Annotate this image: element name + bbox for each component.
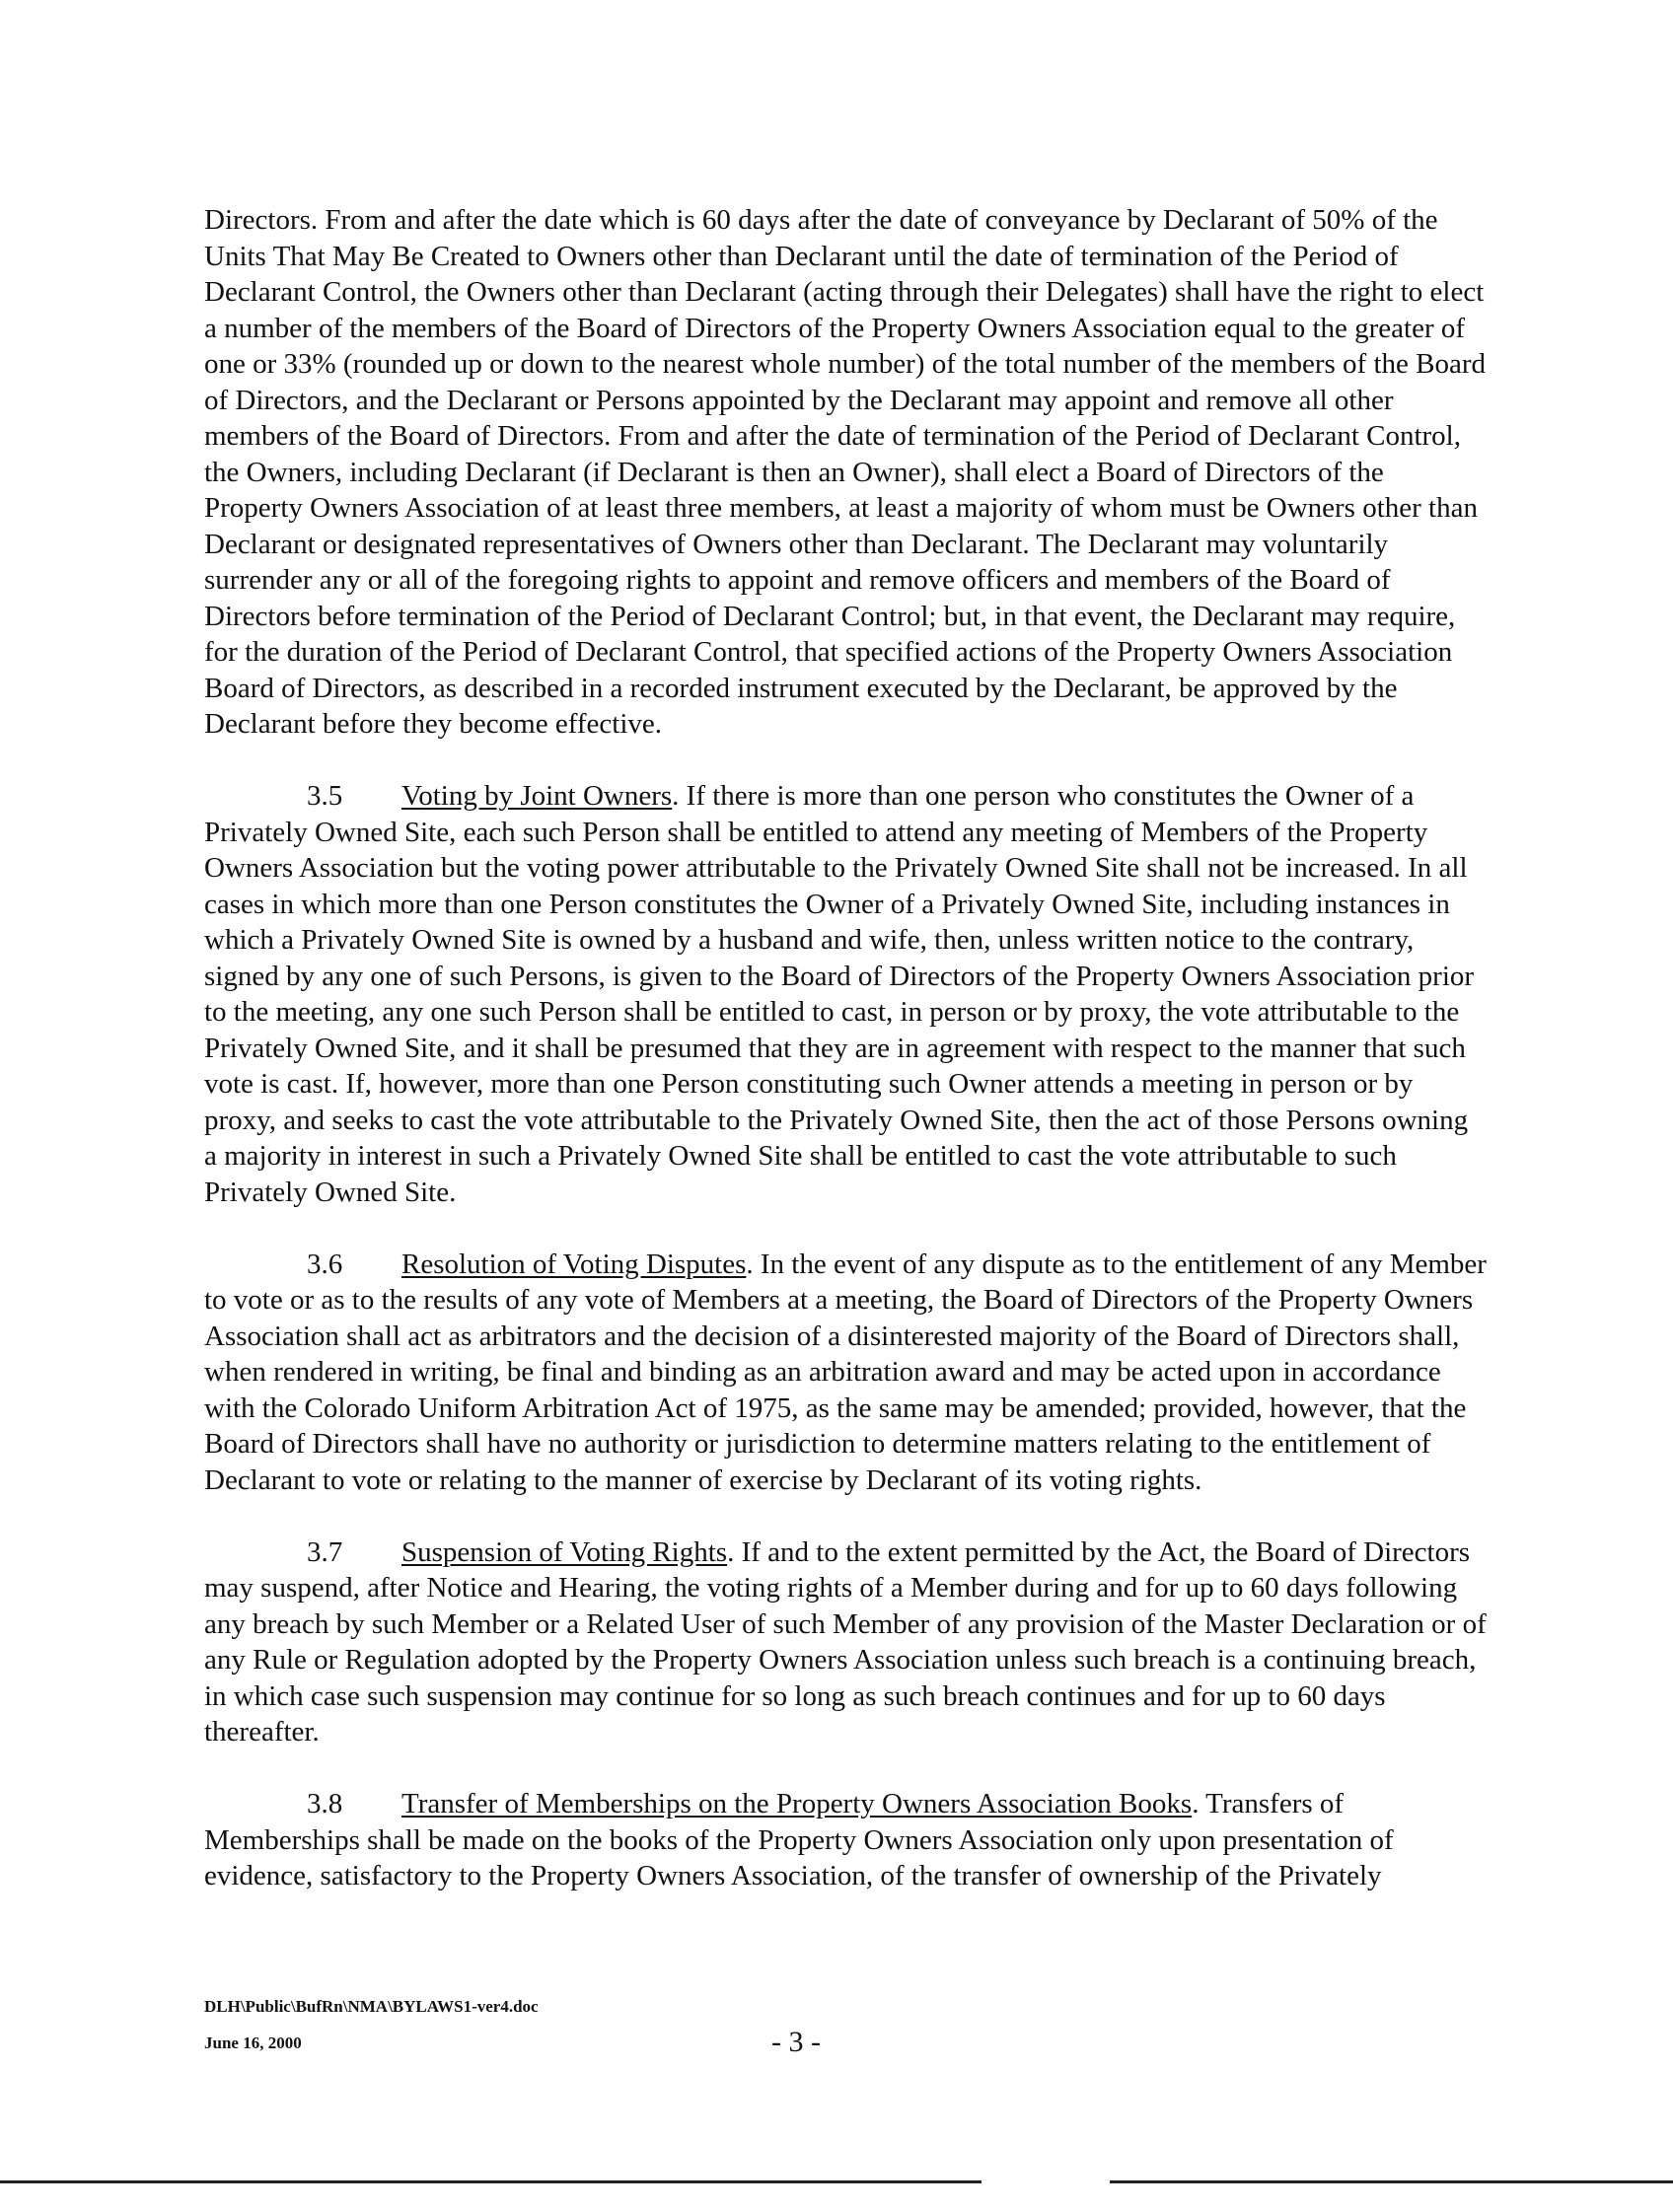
section-text: . If and to the extent permitted by the Act, the Board of Directors may suspend, after Notice and Hearing, the voting rights of a Member during and for up to 60 days following any breach by such Member or a Related User of such Member of any provision of the Master Declaration or of any Rule or Regulation adopted by the Property Owners Association unless such breach is a continuing breach, in which case such suspension may continue for so long as such breach continues and for up to 60 days thereafter. xyxy=(204,1535,1487,1748)
section-3-6 xyxy=(204,1247,1487,1499)
section-text: . In the event of any dispute as to the entitlement of any Member to vote or as to the results of any vote of Members at a meeting, the Board of Directors of the Property Owners Association shall act as arbitrators and the decision of a disinterested majority of the Board of Directors shall, when rendered in writing, be final and binding as an arbitration award and may be acted upon in accordance with the Colorado Uniform Arbitration Act of 1975, as the same may be amended; provided, however, that the Board of Directors shall have no authority or jurisdiction to determine matters relating to the entitlement of Declarant to vote or relating to the manner of exercise by Declarant of its voting rights. xyxy=(204,1248,1487,1496)
section-text: . If there is more than one person who constitutes the Owner of a Privately Owned Site, each such Person shall be entitled to attend any meeting of Members of the Property Owners Association but the voting power attributable to the Privately Owned Site shall not be increased. In all cases in which more than one Person constitutes the Owner of a Privately Owned Site, including instances in which a Privately Owned Site is owned by a husband and wife, then, unless written notice to the contrary, signed by any one of such Persons, is given to the Board of Directors of the Property Owners Association prior to the meeting, any one such Person shall be entitled to cast, in person or by proxy, the vote attributable to the Privately Owned Site, and it shall be presumed that they are in agreement with respect to the manner that such vote is cast. If, however, more than one Person constituting such Owner attends a meeting in person or by proxy, and seeks to cast the vote attributable to the Privately Owned Site, then the act of those Persons owning a majority in interest in such a Privately Owned Site shall be entitled to cast the vote attributable to such Privately Owned Site. xyxy=(204,780,1475,1208)
section-3-5 xyxy=(204,778,1487,1210)
section-3-8 xyxy=(204,1786,1487,1894)
footer-date: June 16, 2000 xyxy=(204,2034,302,2052)
footer-file-path: DLH\Public\BufRn\NMA\BYLAWS1-ver4.doc xyxy=(204,1997,539,2016)
section-title: Voting by Joint Owners xyxy=(401,780,673,812)
section-number: 3.6 xyxy=(307,1248,343,1280)
section-3-7 xyxy=(204,1534,1487,1750)
section-title: Resolution of Voting Disputes xyxy=(401,1248,747,1280)
section-text: . Transfers of Memberships shall be made on the books of the Property Owners Association only upon presentation of evidence, satisfactory to the Property Owners Association, of the transfer of ownership of the Privately xyxy=(204,1788,1394,1891)
document-body xyxy=(204,202,1487,1930)
section-number: 3.5 xyxy=(307,780,343,812)
section-title: Suspension of Voting Rights xyxy=(401,1535,728,1568)
section-number: 3.7 xyxy=(307,1535,343,1568)
page-number: - 3 - xyxy=(771,2026,821,2058)
section-number: 3.8 xyxy=(307,1788,343,1820)
bottom-rule-right xyxy=(1110,2180,1673,2183)
bottom-rule-left xyxy=(0,2180,982,2183)
section-title: Transfer of Memberships on the Property Owners Association Books xyxy=(401,1788,1193,1820)
intro-paragraph: Directors. From and after the date which is 60 days after the date of conveyance by Declarant of 50% of the Units That May Be Created to Owners other than Declarant until the date of termination of the Period of Declarant Control, the Owners other than Declarant (acting through their Delegates) shall have the right to elect a number of the members of the Board of Directors of the Property Owners Association equal to the greater of one or 33% (rounded up or down to the nearest whole number) of the total number of the members of the Board of Directors, and the Declarant or Persons appointed by the Declarant may appoint and remove all other members of the Board of Directors. From and after the date of termination of the Period of Declarant Control, the Owners, including Declarant (if Declarant is then an Owner), shall elect a Board of Directors of the Property Owners Association of at least three members, at least a majority of whom must be Owners other than Declarant or designated representatives of Owners other than Declarant. The Declarant may voluntarily surrender any or all of the foregoing rights to appoint and remove officers and members of the Board of Directors before termination of the Period of Declarant Control; but, in that event, the Declarant may require, for the duration of the Period of Declarant Control, that specified actions of the Property Owners Association Board of Directors, as described in a recorded instrument executed by the Declarant, be approved by the Declarant before they become effective. xyxy=(204,204,1486,740)
